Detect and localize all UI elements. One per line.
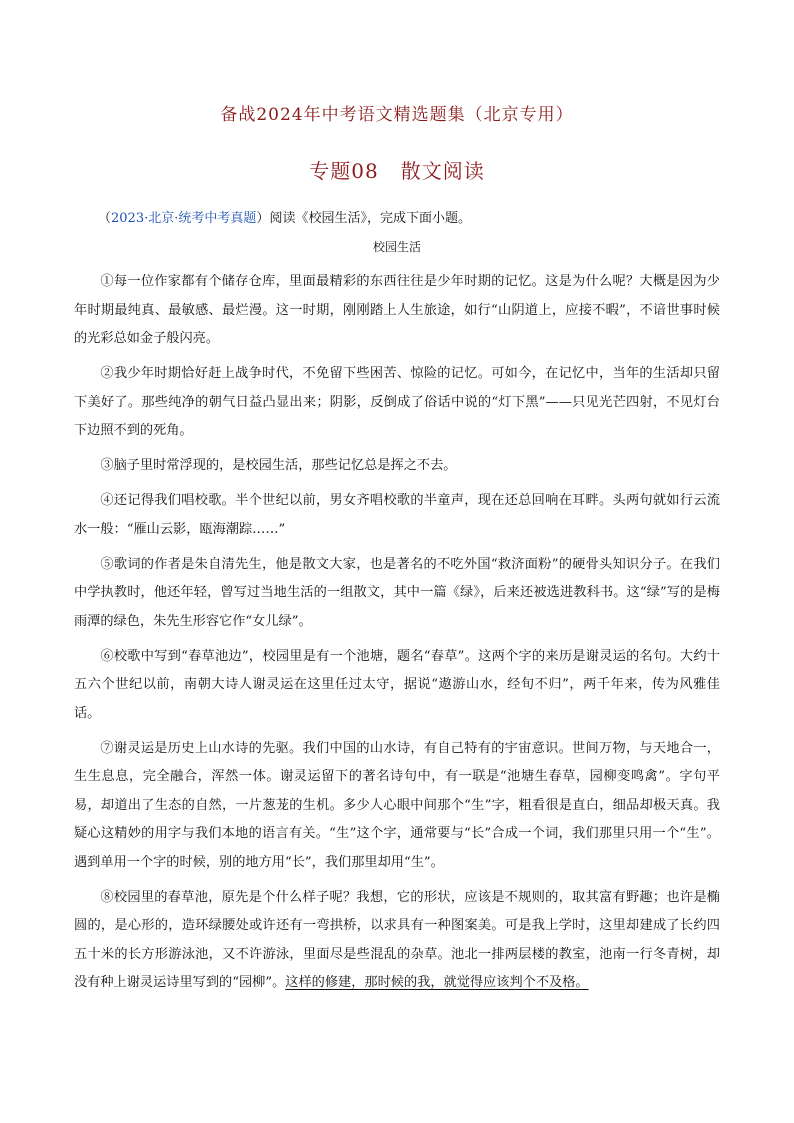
source-exam: 统考中考真题 xyxy=(178,211,257,226)
source-dot-1: · xyxy=(144,211,149,226)
question-instruction: 阅读《校园生活》，完成下面小题。 xyxy=(269,211,471,226)
essay-paragraph-4: ④还记得我们唱校歌。半个世纪以前，男女齐唱校歌的半童声，现在还总回响在耳畔。头两句就如行云流水一般：“雁山云影，瓯海潮踪……” xyxy=(74,493,720,537)
essay-paragraph-7: ⑦谢灵运是历史上山水诗的先驱。我们中国的山水诗，有自己特有的宇宙意识。世间万物，与天地合一，生生息息，完全融合，浑然一体。谢灵运留下的著名诗句中，有一联是“池塘生春草，园柳变鸣禽”。字句平易，却道出了生态的自然，一片葱茏的生机。多少人心眼中间那个“生”字，粗看很是直白，细品却极天真。我疑心这精妙的用字与我们本地的语言有关。“生”这个字，通常要与“长”合成一个词，我们那里只用一个“生”。遇到单用一个字的时候，别的地方用“长”，我们那里却用“生”。 xyxy=(74,740,720,870)
essay-paragraph-5: ⑤歌词的作者是朱自清先生，他是散文大家，也是著名的不吃外国“救济面粉”的硬骨头知识分子。在我们中学执教时，他还年轻，曾写过当地生活的一组散文，其中一篇《绿》，后来还被选进教科书。这“绿”写的是梅雨潭的绿色，朱先生形容它作“女儿绿”。 xyxy=(74,556,720,629)
source-open-paren: （ xyxy=(98,211,112,226)
essay-body xyxy=(74,268,720,1004)
topic-number: 专题08 xyxy=(309,159,379,183)
underlined-sentence: 这样的修建，那时候的我，就觉得应该判个不及格。 xyxy=(285,975,589,990)
essay-title: 校园生活 xyxy=(372,240,421,254)
essay-paragraph-3: ③脑子里时常浮现的，是校园生活，那些记忆总是挥之不去。 xyxy=(100,458,457,473)
collection-title: 备战2024年中考语文精选题集（北京专用） xyxy=(220,105,574,125)
essay-paragraph-1: ①每一位作家都有个储存仓库，里面最精彩的东西往往是少年时期的记忆。这是为什么呢？大概是因为少年时期最纯真、最敏感、最烂漫。这一时期，刚刚踏上人生旅途，如行“山阴道上，应接不暇”，不谙世事时候的光彩总如金子般闪亮。 xyxy=(74,274,720,346)
source-region: 北京 xyxy=(148,211,175,226)
source-year: 2023 xyxy=(111,211,145,226)
topic-heading xyxy=(0,155,794,184)
topic-name: 散文阅读 xyxy=(400,159,485,183)
source-dot-2: · xyxy=(174,211,179,226)
essay-paragraph-8-text: ⑧校园里的春草池，原先是个什么样子呢？我想，它的形状，应该是不规则的，取其富有野趣；也许是椭圆的，是心形的，造环绿腰处或许还有一弯拱桥，以求具有一种图案美。可是我上学时，这里却建成了长约四五十米的长方形游泳池，又不许游泳，里面尽是些混乱的杂草。池北一排两层楼的教室，池南一行冬青树，却没有种上谢灵运诗里写到的“园柳”。 xyxy=(74,889,720,990)
question-source-line xyxy=(98,207,718,226)
essay-paragraph-8 xyxy=(74,884,720,998)
essay-paragraph-6: ⑥校歌中写到“春草池边”，校园里是有一个池塘，题名“春草”。这两个字的来历是谢灵运的名句。大约十五六个世纪以前，南朝大诗人谢灵运在这里任过太守，据说“遨游山水，经旬不归”，两千年来，传为风雅佳话。 xyxy=(74,648,720,721)
essay-paragraph-2: ②我少年时期恰好赶上战争时代，不免留下些困苦、惊险的记忆。可如今，在记忆中，当年的生活却只留下美好了。那些纯净的朝气日益凸显出来；阴影，反倒成了俗话中说的“灯下黑”——只见光芒四射，不见灯台下边照不到的死角。 xyxy=(74,366,720,438)
source-close-paren: ） xyxy=(256,211,270,226)
